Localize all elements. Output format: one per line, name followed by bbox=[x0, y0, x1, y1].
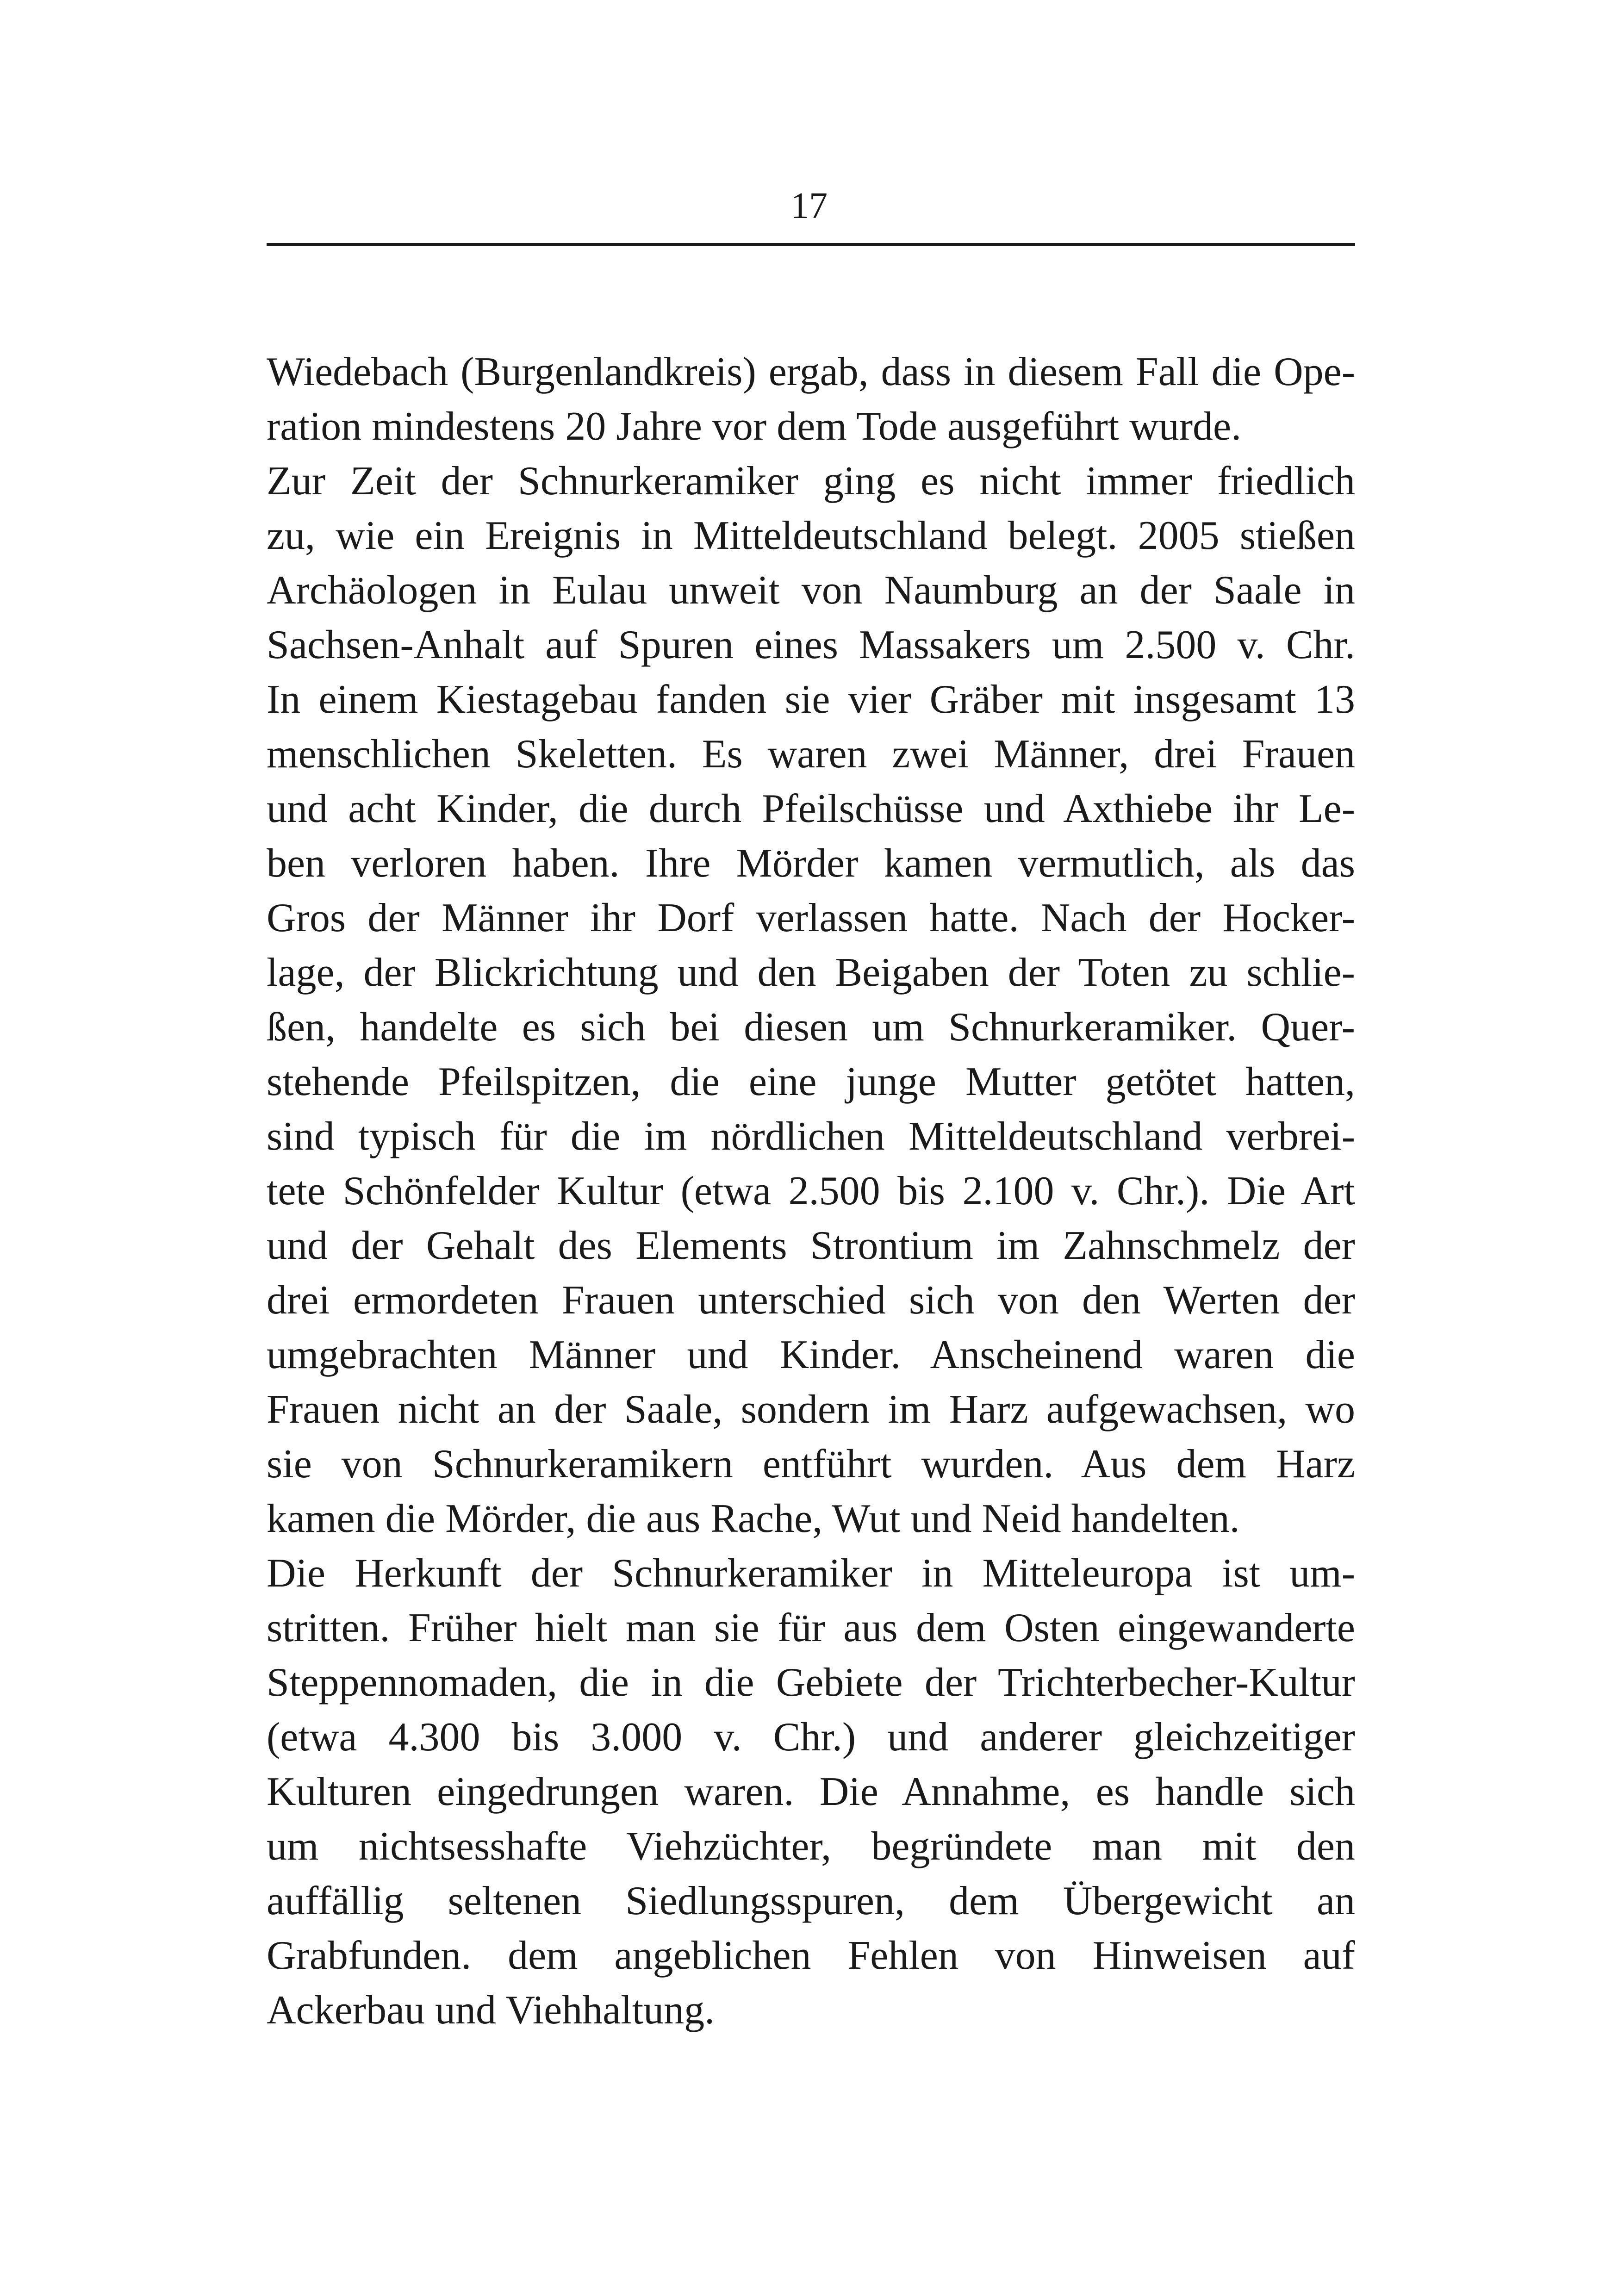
text-line: und der Gehalt des Elements Strontium im Zahnschmelz der bbox=[267, 1223, 1355, 1268]
text-line: stehende Pfeilspitzen, die eine junge Mutter getötet hatten, bbox=[267, 1059, 1355, 1104]
text-line: Sachsen-Anhalt auf Spuren eines Massakers um 2.500 v. Chr. bbox=[267, 622, 1355, 667]
text-line: Archäologen in Eulau unweit von Naumburg an der Saale in bbox=[267, 568, 1355, 613]
body-text bbox=[267, 345, 1355, 2038]
text-line: Gros der Männer ihr Dorf verlassen hatte. Nach der Hocker- bbox=[267, 896, 1355, 940]
text-line: Ackerbau und Viehhaltung. bbox=[267, 1988, 715, 2033]
text-line: ration mindestens 20 Jahre vor dem Tode ausgeführt wurde. bbox=[267, 404, 1242, 449]
text-line: zu, wie ein Ereignis in Mitteldeutschland belegt. 2005 stießen bbox=[267, 513, 1355, 558]
text-line: ßen, handelte es sich bei diesen um Schnurkeramiker. Quer- bbox=[267, 1005, 1355, 1050]
text-line: (etwa 4.300 bis 3.000 v. Chr.) und anderer gleichzeitiger bbox=[267, 1715, 1355, 1760]
text-line: Grabfunden. dem angeblichen Fehlen von Hinweisen auf bbox=[267, 1933, 1355, 1978]
text-line: und acht Kinder, die durch Pfeilschüsse und Axthiebe ihr Le- bbox=[267, 786, 1355, 831]
text-line: Frauen nicht an der Saale, sondern im Harz aufgewachsen, wo bbox=[267, 1387, 1355, 1432]
text-line: auffällig seltenen Siedlungsspuren, dem Übergewicht an bbox=[267, 1879, 1355, 1923]
text-line: lage, der Blickrichtung und den Beigaben der Toten zu schlie- bbox=[267, 950, 1355, 995]
text-line: Die Herkunft der Schnurkeramiker in Mitteleuropa ist um- bbox=[267, 1551, 1355, 1596]
page-number: 17 bbox=[790, 186, 828, 226]
text-line: In einem Kiestagebau fanden sie vier Gräber mit insgesamt 13 bbox=[267, 677, 1355, 722]
text-line: tete Schönfelder Kultur (etwa 2.500 bis 2.100 v. Chr.). Die Art bbox=[267, 1169, 1355, 1213]
text-line: kamen die Mörder, die aus Rache, Wut und Neid handelten. bbox=[267, 1496, 1240, 1541]
header-rule bbox=[267, 243, 1355, 246]
text-line: Zur Zeit der Schnurkeramiker ging es nicht immer friedlich bbox=[267, 459, 1355, 504]
text-line: menschlichen Skeletten. Es waren zwei Männer, drei Frauen bbox=[267, 732, 1355, 777]
text-line: Wiedebach (Burgenlandkreis) ergab, dass in diesem Fall die Ope- bbox=[267, 349, 1355, 394]
text-line: Kulturen eingedrungen waren. Die Annahme, es handle sich bbox=[267, 1769, 1355, 1814]
text-line: stritten. Früher hielt man sie für aus dem Osten eingewanderte bbox=[267, 1605, 1355, 1650]
text-line: ben verloren haben. Ihre Mörder kamen vermutlich, als das bbox=[267, 841, 1355, 886]
text-line: drei ermordeten Frauen unterschied sich von den Werten der bbox=[267, 1278, 1355, 1323]
text-line: Steppennomaden, die in die Gebiete der Trichterbecher-Kultur bbox=[267, 1660, 1355, 1705]
text-line: um nichtsesshafte Viehzüchter, begründete man mit den bbox=[267, 1824, 1355, 1869]
text-line: umgebrachten Männer und Kinder. Anscheinend waren die bbox=[267, 1332, 1355, 1377]
text-line: sie von Schnurkeramikern entführt wurden. Aus dem Harz bbox=[267, 1442, 1355, 1487]
text-line: sind typisch für die im nördlichen Mitteldeutschland verbrei- bbox=[267, 1114, 1355, 1159]
